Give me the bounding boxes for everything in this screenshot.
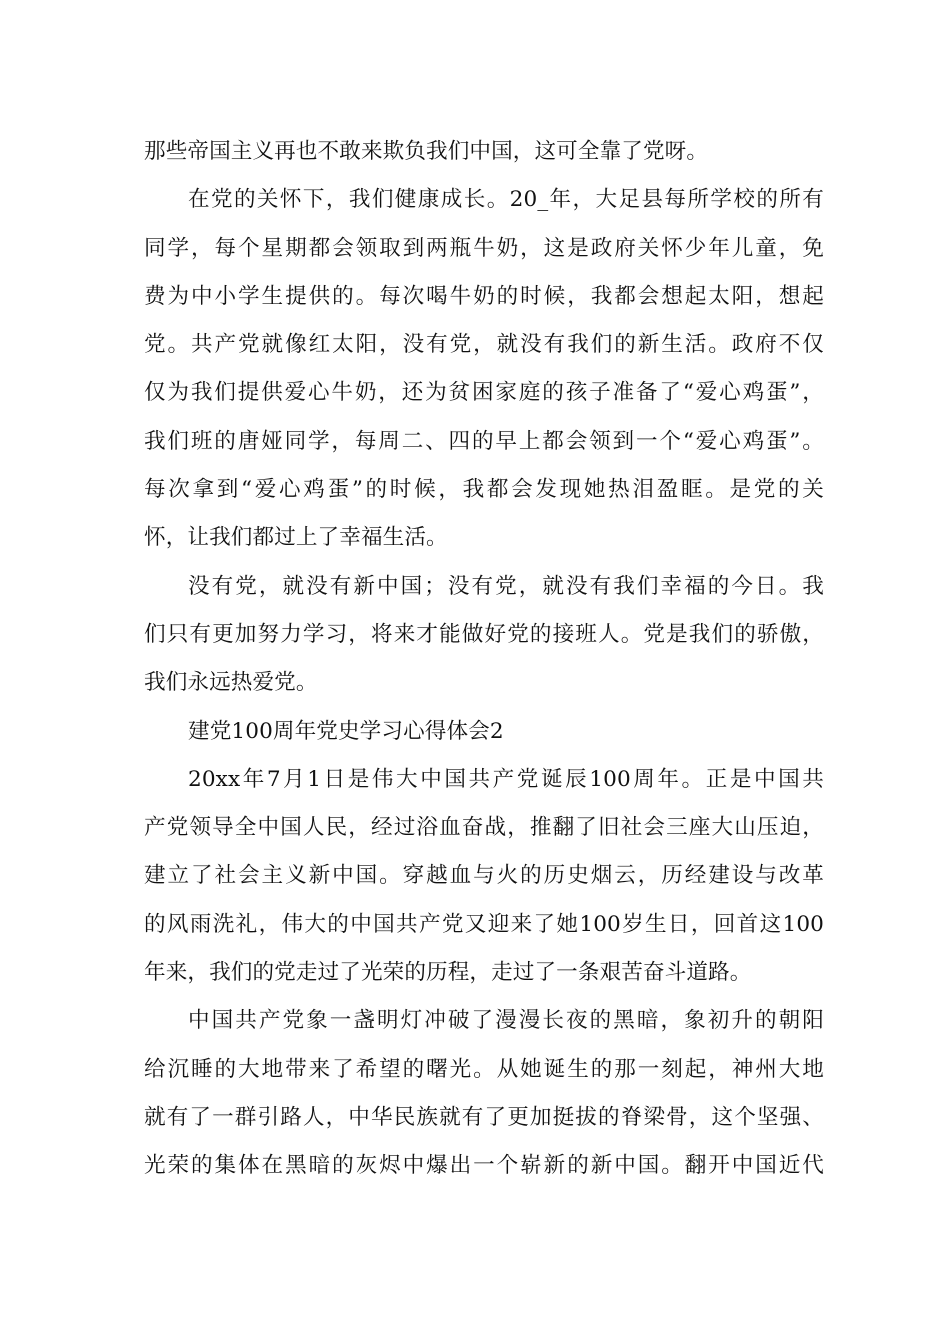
text-line: 产党领导全中国人民，经过浴血奋战，推翻了旧社会三座大山压迫，: [144, 815, 824, 841]
document-body: [144, 128, 824, 1191]
text-line: 没有党，就没有新中国；没有党，就没有我们幸福的今日。我: [188, 573, 824, 599]
text-line: 每次拿到“爱心鸡蛋”的时候，我都会发现她热泪盈眶。是党的关: [144, 477, 824, 503]
text-line: 20xx年7月1日是伟大中国共产党诞辰100周年。正是中国共: [188, 766, 824, 792]
text-line: 仅为我们提供爱心牛奶，还为贫困家庭的孩子准备了“爱心鸡蛋”，: [144, 380, 824, 406]
text-line: 建立了社会主义新中国。穿越血与火的历史烟云，历经建设与改革: [144, 863, 824, 889]
text-line: 给沉睡的大地带来了希望的曙光。从她诞生的那一刻起，神州大地: [144, 1056, 824, 1082]
text-line: 中国共产党象一盏明灯冲破了漫漫长夜的黑暗，象初升的朝阳: [188, 1008, 824, 1034]
text-line: 的风雨洗礼，伟大的中国共产党又迎来了她100岁生日，回首这100: [144, 911, 824, 937]
text-line: 建党100周年党史学习心得体会2: [188, 718, 504, 744]
text-line: 同学，每个星期都会领取到两瓶牛奶，这是政府关怀少年儿童，免: [144, 235, 824, 261]
text-line: 怀，让我们都过上了幸福生活。: [144, 525, 448, 551]
text-line: 在党的关怀下，我们健康成长。20_年，大足县每所学校的所有: [188, 187, 824, 213]
text-line: 费为中小学生提供的。每次喝牛奶的时候，我都会想起太阳，想起: [144, 283, 824, 309]
text-line: 那些帝国主义再也不敢来欺负我们中国，这可全靠了党呀。: [144, 139, 709, 164]
text-line: 就有了一群引路人，中华民族就有了更加挺拔的脊梁骨，这个坚强、: [144, 1104, 824, 1130]
text-line: 我们永远热爱党。: [144, 670, 318, 696]
text-line: 光荣的集体在黑暗的灰烬中爆出一个崭新的新中国。翻开中国近代: [144, 1153, 824, 1179]
text-line: 年来，我们的党走过了光荣的历程，走过了一条艰苦奋斗道路。: [144, 960, 752, 986]
text-line: 我们班的唐娅同学，每周二、四的早上都会领到一个“爱心鸡蛋”。: [144, 428, 824, 454]
text-line: 们只有更加努力学习，将来才能做好党的接班人。党是我们的骄傲，: [144, 621, 824, 647]
text-line: 党。共产党就像红太阳，没有党，就没有我们的新生活。政府不仅: [144, 332, 824, 358]
